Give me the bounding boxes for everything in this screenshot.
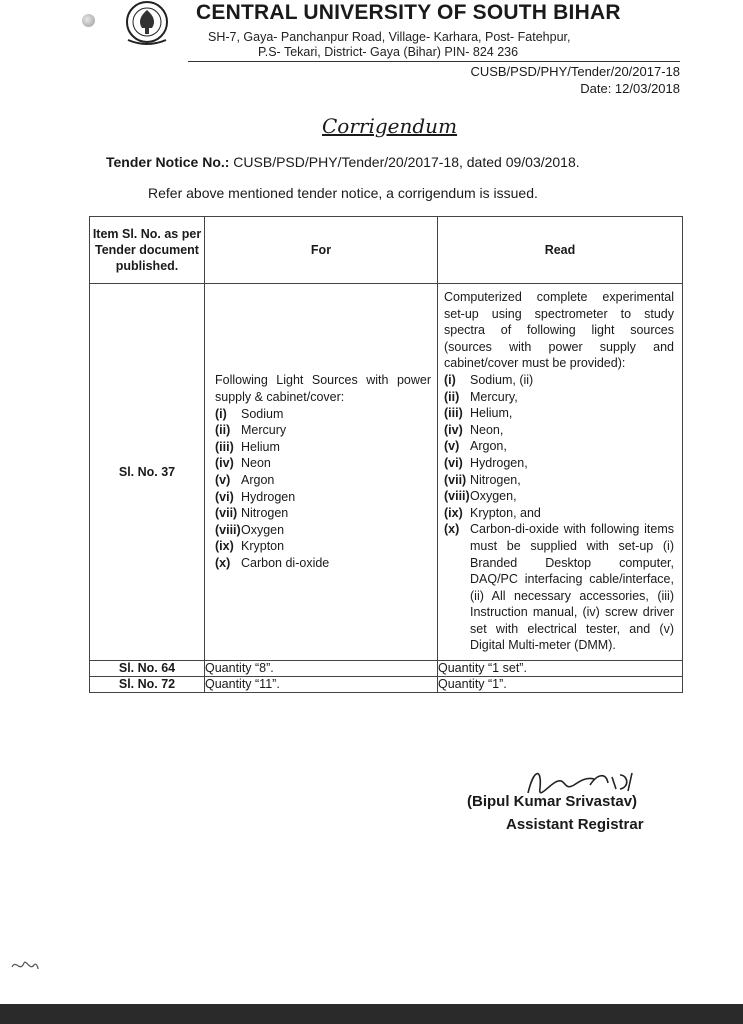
for-list-item-number: (vi) — [215, 489, 234, 504]
document-title: Corrigendum — [322, 114, 458, 138]
for-list-item-number: (iv) — [215, 456, 234, 471]
row-72-sl: Sl. No. 72 — [90, 677, 205, 693]
for-list-item — [215, 472, 431, 489]
read-intro: Computerized complete experimental set-up using spectrometer to study spectra of following light sources (sources with power supply and cabinet/cover must be provided): — [444, 290, 674, 371]
margin-mark — [10, 955, 40, 975]
read-list-item-number: (x) — [444, 522, 460, 537]
header-read: Read — [438, 217, 683, 284]
read-list-item-text: Nitrogen, — [470, 472, 521, 487]
tender-notice — [106, 154, 580, 170]
for-list-item-number: (ix) — [215, 539, 234, 554]
document-date: Date: 12/03/2018 — [580, 81, 680, 96]
read-list-item-number: (vii) — [444, 472, 467, 487]
table-row — [90, 661, 683, 677]
for-list-item-number: (x) — [215, 556, 231, 570]
read-list-item — [444, 422, 674, 439]
header-divider — [188, 61, 680, 62]
read-list-item-text: Argon, — [470, 439, 507, 454]
read-list-item — [444, 455, 674, 472]
read-list-item — [444, 438, 674, 455]
read-list-item — [444, 472, 674, 489]
read-list-item — [444, 372, 674, 389]
tender-notice-text: CUSB/PSD/PHY/Tender/20/2017-18, dated 09/03/2018. — [229, 154, 580, 170]
scan-edge — [0, 1004, 743, 1024]
row-72-for: Quantity “11”. — [205, 677, 438, 693]
read-list-item-text: Helium, — [470, 406, 513, 421]
for-list-item-number: (vii) — [215, 506, 238, 521]
for-list-item-text: Helium — [241, 439, 280, 454]
read-list-item-text: Sodium, (ii) — [470, 372, 534, 387]
signatory-designation: Assistant Registrar — [506, 816, 644, 833]
intro-text: Refer above mentioned tender notice, a corrigendum is issued. — [148, 185, 538, 201]
corrigendum-table — [89, 216, 683, 693]
row-64-sl: Sl. No. 64 — [90, 661, 205, 677]
university-name: CENTRAL UNIVERSITY OF SOUTH BIHAR — [196, 1, 621, 24]
for-list-item — [215, 505, 431, 522]
read-list — [444, 372, 674, 654]
for-list-item — [215, 538, 431, 555]
for-list-item-number: (viii) — [215, 522, 241, 537]
header-item: Item Sl. No. as per Tender document published. — [90, 217, 205, 284]
read-list-item — [444, 521, 674, 654]
for-list-item — [215, 422, 431, 439]
read-list-item-text: Mercury, — [470, 389, 518, 404]
read-list-item-number: (iv) — [444, 422, 463, 437]
for-list-item-text: Hydrogen — [241, 489, 296, 504]
for-list-item-text: Krypton — [241, 539, 285, 554]
reference-number: CUSB/PSD/PHY/Tender/20/2017-18 — [470, 64, 680, 79]
read-list-item-text: Oxygen, — [470, 489, 517, 504]
tender-notice-label: Tender Notice No.: — [106, 154, 230, 170]
for-list-item-text: Carbon di-oxide — [241, 556, 330, 570]
for-list-item — [215, 489, 431, 506]
read-list-item-text: Krypton, and — [470, 505, 541, 520]
row-72-read: Quantity “1”. — [438, 677, 683, 693]
for-list-item-number: (ii) — [215, 423, 231, 438]
row-37-for — [205, 284, 438, 661]
read-list-item-text: Carbon-di-oxide with following items must be supplied with set-up (i) Branded Desktop computer, DAQ/PC interfacing cable/interface, (ii) All necessary accessories, (iii) Instruction manual, (iv) screw driver set with electrical tester, and (v) Digital Multi-meter (DMM). — [470, 522, 674, 653]
for-list-item-text: Argon — [241, 473, 275, 488]
for-list-item — [215, 555, 431, 572]
read-list-item-number: (viii) — [444, 489, 470, 504]
read-list-item-number: (v) — [444, 439, 460, 454]
for-list-item-text: Mercury — [241, 423, 287, 438]
read-list-item-number: (ix) — [444, 505, 463, 520]
read-list-item-number: (iii) — [444, 406, 463, 421]
for-list-item-text: Oxygen — [241, 522, 285, 537]
for-list-item — [215, 406, 431, 423]
address-line-2: P.S- Tekari, District- Gaya (Bihar) PIN- 824 236 — [258, 45, 519, 59]
row-64-for: Quantity “8”. — [205, 661, 438, 677]
read-list-item-number: (ii) — [444, 389, 460, 404]
for-list-item-text: Neon — [241, 456, 271, 471]
for-list-item-number: (iii) — [215, 439, 234, 454]
for-list-item-number: (v) — [215, 473, 231, 488]
for-list-item — [215, 455, 431, 472]
row-64-read: Quantity “1 set”. — [438, 661, 683, 677]
for-list-item-text: Nitrogen — [241, 506, 289, 521]
for-list — [215, 406, 431, 572]
read-list-item-text: Neon, — [470, 422, 504, 437]
for-list-item-number: (i) — [215, 406, 227, 421]
table-row — [90, 284, 683, 661]
table-header-row — [90, 217, 683, 284]
punch-hole — [82, 14, 95, 27]
address-line-1: SH-7, Gaya- Panchanpur Road, Village- Karhara, Post- Fatehpur, — [208, 30, 571, 44]
header-for: For — [205, 217, 438, 284]
read-list-item — [444, 488, 674, 505]
read-list-item — [444, 505, 674, 522]
for-list-item-text: Sodium — [241, 406, 284, 421]
read-list-item-number: (vi) — [444, 455, 463, 470]
row-37-sl: Sl. No. 37 — [90, 284, 205, 661]
university-logo-icon — [122, 0, 172, 48]
for-intro: Following Light Sources with power supply & cabinet/cover: — [215, 373, 431, 405]
for-list-item — [215, 522, 431, 539]
read-list-item — [444, 389, 674, 406]
read-list-item-number: (i) — [444, 372, 456, 387]
for-list-item — [215, 439, 431, 456]
signatory-name: (Bipul Kumar Srivastav) — [467, 793, 638, 810]
read-list-item-text: Hydrogen, — [470, 455, 528, 470]
table-row — [90, 677, 683, 693]
row-37-read — [438, 284, 683, 661]
read-list-item — [444, 405, 674, 422]
